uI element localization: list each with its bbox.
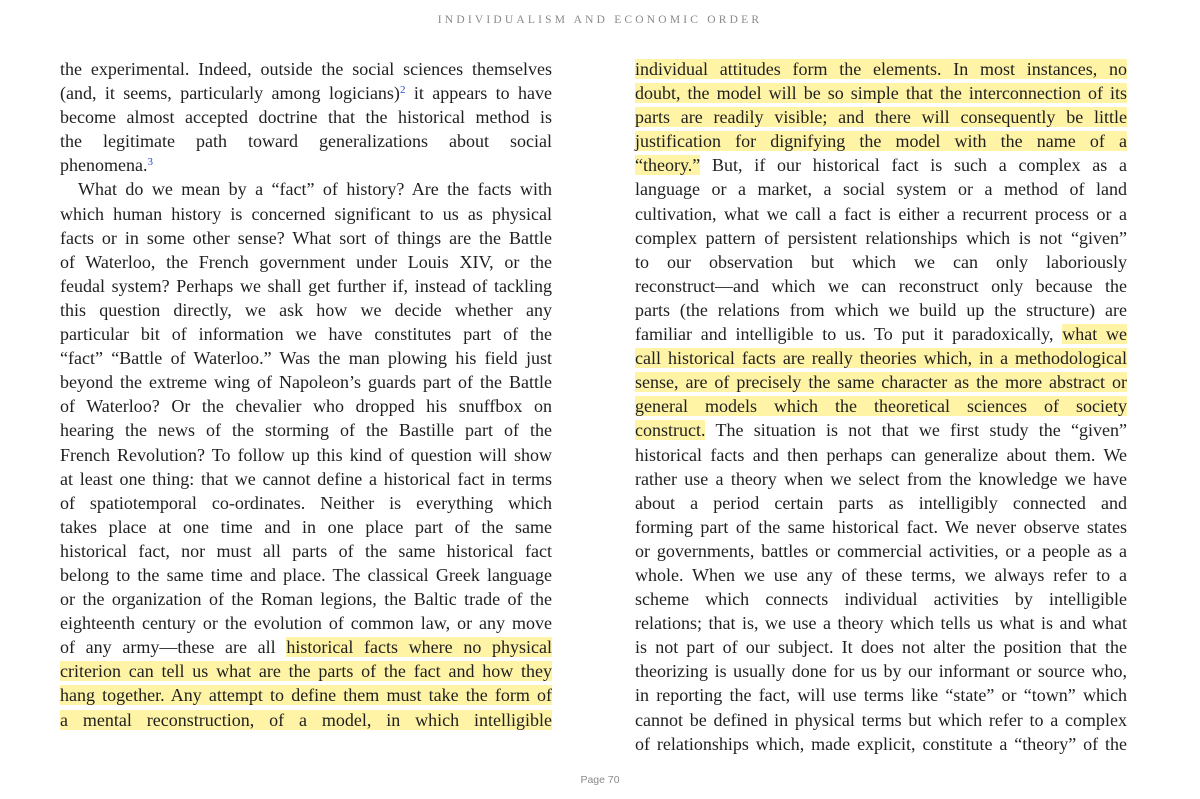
text-line: [635, 370, 1127, 394]
text-line: [60, 515, 552, 539]
text-line: [60, 322, 552, 346]
text-run: historical facts and then perhaps can generalize about them. We: [635, 444, 1127, 465]
text-run: language or a market, a social system or a method of land: [635, 179, 1127, 200]
text-line: [635, 659, 1127, 683]
text-line: [60, 346, 552, 370]
text-line: [60, 57, 552, 81]
highlighted-text: justification for dignifying the model with the name of a: [635, 131, 1127, 152]
text-run: it appears to have: [405, 83, 553, 104]
text-line: [635, 81, 1127, 105]
text-line: [635, 57, 1127, 81]
text-run: the experimental. Indeed, outside the social sciences themselves: [60, 59, 552, 79]
text-run: reconstruct—and which we can reconstruct only because the: [635, 275, 1127, 296]
text-run: rather use a theory when we select from the knowledge we have: [635, 468, 1127, 489]
left-page-text: [60, 57, 552, 732]
text-line: [635, 708, 1127, 732]
footnote-link[interactable]: 3: [147, 156, 153, 169]
highlighted-text: what we: [1062, 324, 1127, 345]
text-line: [635, 153, 1127, 177]
text-run: facts or in some other sense? What sort of things are the Battle: [60, 227, 552, 248]
text-run: of any army—these are all: [60, 637, 287, 658]
text-run: the legitimate path toward generalizations about social: [60, 131, 552, 152]
page-number: Page 70: [580, 774, 620, 786]
text-run: or the organization of the Roman legions, the Baltic trade of the: [60, 589, 552, 610]
text-run: this question directly, we ask how we decide whether any: [60, 299, 552, 320]
text-line: [60, 202, 552, 226]
running-head: INDIVIDUALISM AND ECONOMIC ORDER: [437, 14, 763, 26]
text-run: takes place at one time and in one place part of the same: [60, 516, 552, 537]
text-line: [60, 226, 552, 250]
text-run: historical fact, nor must all parts of the same historical fact: [60, 540, 552, 561]
highlighted-text: a mental reconstruction, of a model, in which intelligible: [60, 709, 552, 730]
text-run: phenomena.: [60, 155, 148, 176]
highlighted-text: individual attitudes form the elements. In most instances, no: [635, 59, 1127, 79]
text-line: [60, 298, 552, 322]
text-run: which human history is concerned significant to us as physical: [60, 203, 552, 224]
text-line: [635, 202, 1127, 226]
text-run: hearing the news of the storming of the Bastille part of the: [60, 420, 552, 441]
text-run: beyond the extreme wing of Napoleon’s guards part of the Battle: [60, 372, 552, 393]
text-line: [635, 491, 1127, 515]
text-line: [635, 298, 1127, 322]
text-run: (and, it seems, particularly among logicians): [60, 83, 400, 104]
text-run: forming part of the same historical fact. We never observe states: [635, 516, 1127, 537]
footnote-link[interactable]: 2: [399, 84, 406, 97]
highlighted-text: construct.: [635, 420, 706, 441]
text-run: “fact” “Battle of Waterloo.” Was the man plowing his field just: [60, 348, 552, 369]
text-line: [635, 443, 1127, 467]
text-line: [635, 226, 1127, 250]
text-line: [60, 105, 552, 129]
text-run: in reporting the fact, will use terms like “state” or “town” which: [635, 685, 1127, 706]
text-line: [635, 563, 1127, 587]
text-line: [60, 683, 552, 707]
highlighted-text: “theory.”: [635, 155, 701, 176]
text-run: What do we mean by a “fact” of history? Are the facts with: [78, 179, 552, 200]
text-line: [60, 563, 552, 587]
highlighted-text: general models which the theoretical sciences of society: [635, 396, 1127, 417]
text-run: become almost accepted doctrine that the historical method is: [60, 107, 552, 128]
text-run: of relationships which, made explicit, constitute a “theory” of the: [635, 733, 1127, 754]
text-line: [635, 322, 1127, 346]
text-run: of spatiotemporal co-ordinates. Neither is everything which: [60, 492, 552, 513]
text-line: [60, 250, 552, 274]
text-line: [635, 683, 1127, 707]
text-line: [60, 394, 552, 418]
text-line: [60, 153, 552, 177]
text-run: cannot be defined in physical terms but which refer to a complex: [635, 709, 1127, 730]
text-line: [635, 105, 1127, 129]
highlighted-text: parts are readily visible; and there will consequently be little: [635, 107, 1127, 128]
highlighted-text: sense, are of precisely the same character as the more abstract or: [635, 372, 1127, 393]
text-line: [60, 611, 552, 635]
text-run: cultivation, what we call a fact is either a recurrent process or a: [635, 203, 1127, 224]
text-run: familiar and intelligible to us. To put it paradoxically,: [635, 324, 1063, 345]
highlighted-text: call historical facts are really theories which, in a methodological: [635, 348, 1127, 369]
text-line: [635, 635, 1127, 659]
text-run: parts (the relations from which we build up the structure) are: [635, 299, 1127, 320]
text-run: French Revolution? To follow up this kind of question will show: [60, 444, 552, 465]
text-line: [635, 611, 1127, 635]
text-line: [635, 129, 1127, 153]
text-line: [635, 539, 1127, 563]
text-line: [60, 370, 552, 394]
text-run: to our observation but which we can only laboriously: [635, 251, 1127, 272]
text-line: [635, 467, 1127, 491]
text-line: [60, 491, 552, 515]
text-line: [60, 467, 552, 491]
text-line: [635, 346, 1127, 370]
text-run: The situation is not that we first study the “given”: [705, 420, 1127, 441]
text-line: [635, 732, 1127, 756]
text-line: [60, 635, 552, 659]
text-run: belong to the same time and place. The classical Greek language: [60, 564, 552, 585]
text-run: of Waterloo, the French government under Louis XIV, or the: [60, 251, 552, 272]
text-run: scheme which connects individual activities by intelligible: [635, 589, 1127, 610]
text-run: of Waterloo? Or the chevalier who dropped his snuffbox on: [60, 396, 552, 417]
text-line: [635, 418, 1127, 442]
text-run: eighteenth century or the evolution of common law, or any move: [60, 613, 552, 634]
text-line: [60, 708, 552, 732]
text-run: is not part of our subject. It does not alter the position that the: [635, 637, 1127, 658]
highlighted-text: doubt, the model will be so simple that the interconnection of its: [635, 83, 1127, 104]
text-line: [635, 177, 1127, 201]
text-line: [60, 587, 552, 611]
text-line: [60, 659, 552, 683]
text-line: [60, 539, 552, 563]
text-run: at least one thing: that we cannot define a historical fact in terms: [60, 468, 552, 489]
text-line: [60, 81, 552, 105]
text-line: [60, 418, 552, 442]
text-line: [60, 177, 552, 201]
right-page-text: [635, 57, 1127, 756]
text-run: But, if our historical fact is such a complex as a: [700, 155, 1127, 176]
highlighted-text: criterion can tell us what are the parts of the fact and how they: [60, 661, 552, 682]
text-line: [635, 394, 1127, 418]
text-run: feudal system? Perhaps we shall get further if, instead of tackling: [60, 275, 552, 296]
text-line: [635, 515, 1127, 539]
text-run: complex pattern of persistent relationships which is not “given”: [635, 227, 1127, 248]
text-line: [60, 129, 552, 153]
text-line: [635, 274, 1127, 298]
text-run: theorizing is usually done for us by our informant or source who,: [635, 661, 1127, 682]
text-line: [635, 587, 1127, 611]
text-line: [635, 250, 1127, 274]
highlighted-text: historical facts where no physical: [286, 637, 552, 658]
text-run: about a period certain parts as intelligibly connected and: [635, 492, 1127, 513]
highlighted-text: hang together. Any attempt to define them must take the form of: [60, 685, 552, 706]
text-line: [60, 274, 552, 298]
text-run: relations; that is, we use a theory which tells us what is and what: [635, 613, 1127, 634]
text-run: or governments, battles or commercial activities, or a people as a: [635, 540, 1127, 561]
text-line: [60, 443, 552, 467]
text-run: whole. When we use any of these terms, we always refer to a: [635, 564, 1127, 585]
text-run: particular bit of information we have constitutes part of the: [60, 324, 552, 345]
